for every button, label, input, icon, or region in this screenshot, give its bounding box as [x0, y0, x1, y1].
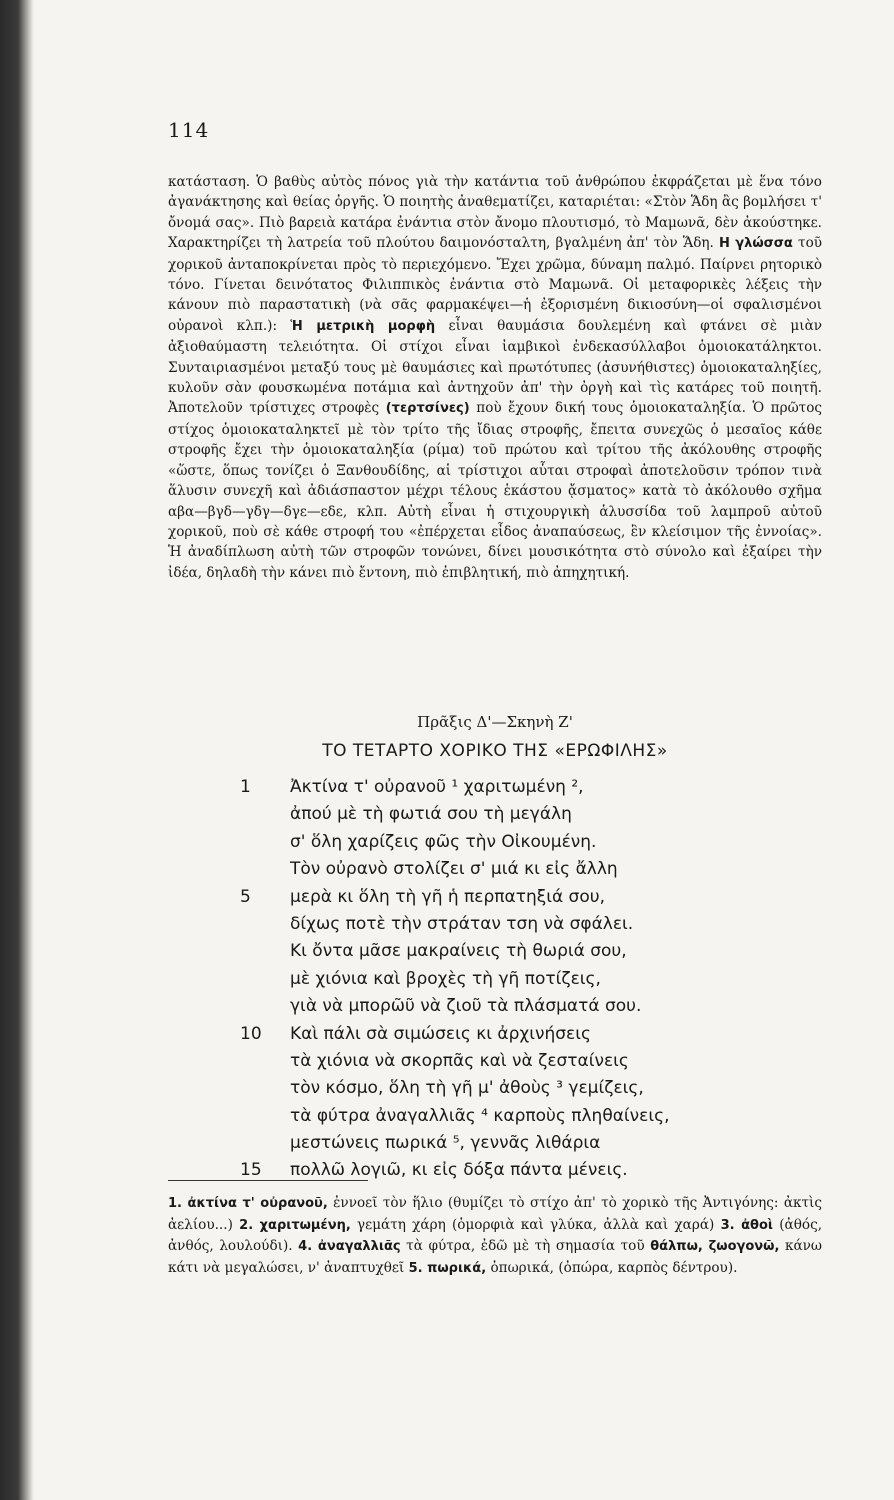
verse-line	[240, 1048, 830, 1075]
verse-line	[240, 774, 830, 801]
verse-line	[240, 1075, 830, 1102]
scan-gutter-shadow	[0, 0, 34, 1500]
note-term: θάλπω, ζωογονῶ,	[650, 1239, 780, 1254]
verse-text: Ἀκτίνα τ' οὐρανοῦ ¹ χαριτωμένη ²,	[290, 777, 584, 797]
verse-block	[240, 774, 830, 1185]
verse-text: πολλῶ λογιῶ, κι εἰς δόξα πάντα μένεις.	[290, 1160, 628, 1181]
verse-text: Κι ὄντα μᾶσε μακραίνεις τὴ θωριά σου,	[290, 941, 627, 962]
line-number: 10	[240, 1023, 262, 1044]
verse-line	[240, 1021, 830, 1048]
term-tercets: (τερτσίνες)	[385, 401, 470, 417]
verse-line	[240, 801, 830, 828]
commentary-text	[168, 172, 822, 583]
page-number: 114	[168, 118, 210, 142]
term-language: Η γλώσσα	[719, 236, 793, 252]
verse-text: σ' ὅλη χαρίζεις φῶς τὴν Οἰκουμένη.	[290, 831, 597, 852]
note-term: 3. ἀθοὶ	[720, 1217, 773, 1233]
footnotes	[168, 1193, 822, 1279]
note-text: ἐννοεῖ τὸν ἥλιο (θυμίζει τὸ στίχο ἀπ' τὸ χορικὸ τῆς Ἀντιγόνης: ἀκτὶς ἀελίου...)	[168, 1195, 822, 1233]
prose-segment: εἶναι θαυμάσια δουλεμένη καὶ φτάνει σὲ μιὰν ἀξιοθαύμαστη τελειότητα. Οἱ στίχοι εἶναι ἰαμβικοὶ ἐνδεκασύλλαβοι ὁμοιοκατάληκτοι. Συνταιριασμένοι μεταξύ τους μὲ θαυμάσιες καὶ πρωτότυπες (ἀσυνήθιστες) ὁμοιοκαταληξίες, κυλοῦν σὰν φουσκωμένα ποτάμια καὶ ἀντηχοῦν ἀπ' τὴν ὀργὴ καὶ τὶς κατάρες τοῦ ποιητῆ. Ἀποτελοῦν τρίστιχες στροφὲς	[168, 317, 823, 417]
prose-segment: ποὺ ἔχουν δική τους ὁμοιοκαταληξία. Ὁ πρῶτος στίχος ὁμοιοκαταληκτεῖ μὲ τὸν τρίτο τῆς ἴδιας στροφῆς, ἔπειτα συνεχῶς ὁ μεσαῖος κάθε στροφῆς ἔχει τὴν ὁμοιοκαταληξία (ρίμα) τοῦ πρώτου καὶ τρίτου τῆς ἀκόλουθης στροφῆς «ὥστε, ὅπως τονίζει ὁ Ξανθουδίδης, αἱ τρίστιχοι αὗται στροφαὶ ἀποτελοῦσιν τρόπον τινὰ ἅλυσιν συνεχῆ καὶ ἀδιάσπαστον μέχρι τέλους ἑκάστου ᾄσματος» κατὰ τὸ ἀκόλουθο σχῆμα αβα—βγδ—γδγ—δγε—εδε, κλπ. Αὐτὴ εἶναι ἡ στιχουργικὴ ἁλυσσίδα τοῦ λαμπροῦ αὐτοῦ χορικοῦ, ποὺ σὲ κάθε στροφή του «ἐπέρχεται εἶδος ἀναπαύσεως, ἓν κλείσιμον τῆς ἐννοίας». Ἡ ἀναδίπλωση αὐτὴ τῶν στροφῶν τονώνει, δίνει μουσικότητα στὸ σύνολο καὶ ἐξαίρει τὴν ἰδέα, δηλαδὴ τὴν κάνει πιὸ ἔντονη, πιὸ ἐπιβλητική, πιὸ ἀπηχητική.	[168, 400, 823, 581]
note-text: κάνω κάτι νὰ μεγαλώσει, ν' ἀναπτυχθεῖ	[168, 1238, 823, 1276]
note-term: 2. χαριτωμένη,	[239, 1217, 351, 1233]
verse-text: ἀπού μὲ τὴ φωτιά σου τὴ μεγάλη	[290, 804, 572, 825]
line-number: 5	[240, 886, 251, 907]
verse-text: μερὰ κι ὅλη τὴ γῆ ἡ περπατηξιά σου,	[290, 886, 605, 907]
verse-text: δίχως ποτὲ τὴν στράταν τση νὰ σφάλει.	[290, 913, 634, 934]
verse-line	[240, 856, 830, 883]
verse-line	[240, 829, 830, 856]
verse-text: μεστώνεις πωρικά ⁵, γεννᾶς λιθάρια	[290, 1133, 601, 1154]
verse-line	[240, 884, 830, 911]
scene-heading: Πρᾶξις Δ'—Σκηνὴ Ζ'	[417, 713, 573, 731]
verse-line	[240, 1103, 830, 1130]
note-text: ὀπωρικά, (ὀπώρα, καρπὸς δέντρου).	[490, 1259, 738, 1276]
verse-text: τὰ φύτρα ἀναγαλλιᾶς ⁴ καρποὺς πληθαίνεις,	[290, 1105, 670, 1126]
verse-line	[240, 966, 830, 993]
verse-text: Καὶ πάλι σὰ σιμώσεις κι ἀρχινήσεις	[290, 1023, 591, 1044]
verse-text: Τὸν οὐρανὸ στολίζει σ' μιά κι εἰς ἄλλη	[290, 859, 618, 880]
note-text: τὰ φύτρα, ἐδῶ μὲ τὴ σημασία τοῦ	[406, 1238, 645, 1254]
commentary-paragraph	[168, 172, 822, 583]
prose-segment: κατάσταση. Ὁ βαθὺς αὐτὸς πόνος γιὰ τὴν κατάντια τοῦ ἀνθρώπου ἐκφράζεται μὲ ἕνα τόνο ἀγανάκτησης καὶ θείας ὀργῆς. Ὁ ποιητὴς ἀναθεματίζει, καταριέται: «Στὸν Ἅδη ἂς βομλήσει τ' ὄνομά σας». Πιὸ βαρειὰ κατάρα ἐνάντια στὸν ἄνομο πλουτισμό, τὸ Μαμωνᾶ, δὲν ἀκούστηκε. Χαρακτηρίζει τὴ λατρεία τοῦ πλούτου δαιμονόσταλτη, βγαλμένη ἀπ' τὸν Ἅδη.	[168, 174, 822, 252]
note-text: (ἀθός, ἀνθός, λουλούδι).	[168, 1216, 823, 1254]
verse-text: τὰ χιόνια νὰ σκορπᾶς καὶ νὰ ζεσταίνεις	[290, 1050, 629, 1071]
footnote-rule	[168, 1180, 368, 1181]
song-title: ΤΟ ΤΕΤΑΡΤΟ ΧΟΡΙΚΟ ΤΗΣ «ΕΡΩΦΙΛΗΣ»	[322, 741, 668, 761]
note-text: γεμάτη χάρη (ὁμορφιὰ καὶ γλύκα, ἀλλὰ καὶ χαρά)	[357, 1216, 715, 1233]
verse-line	[240, 938, 830, 965]
note-term: 4. ἀναγαλλιᾶς	[298, 1239, 401, 1254]
line-number: 1	[240, 777, 251, 797]
prose-segment: τοῦ χορικοῦ ἀνταποκρίνεται πρὸς τὸ περιεχόμενο. Ἔχει χρῶμα, δύναμη παλμό. Παίρνει ρητορικὸ τόνο. Γίνεται δεινότατος Φιλιππικὸς ἐνάντια στὸ Μαμωνᾶ. Οἱ μεταφορικὲς λέξεις τὴν κάνουν πιὸ παραστατικὴ (νὰ σᾶς φαρμακέψει—ἡ ἐξορισμένη δικιοσύνη—οἱ σφαλισμένοι οὐρανοὶ κλπ.):	[168, 235, 823, 334]
term-metric-form: Ἡ μετρικὴ μορφὴ	[290, 318, 436, 334]
verse-text: μὲ χιόνια καὶ βροχὲς τὴ γῆ ποτίζεις,	[290, 968, 601, 989]
verse-text: γιὰ νὰ μπορῶῦ νὰ ζιοῦ τὰ πλάσματά σου.	[290, 996, 642, 1017]
verse-line	[240, 1130, 830, 1157]
line-number: 15	[240, 1160, 262, 1181]
note-term: 1. ἀκτίνα τ' οὐρανοῦ,	[168, 1196, 328, 1211]
verse-line	[240, 911, 830, 938]
verse-text: τὸν κόσμο, ὅλη τὴ γῆ μ' ἀθοὺς ³ γεμίζεις,	[290, 1078, 644, 1099]
note-term: 5. πωρικά,	[408, 1260, 487, 1276]
verse-line	[240, 993, 830, 1020]
